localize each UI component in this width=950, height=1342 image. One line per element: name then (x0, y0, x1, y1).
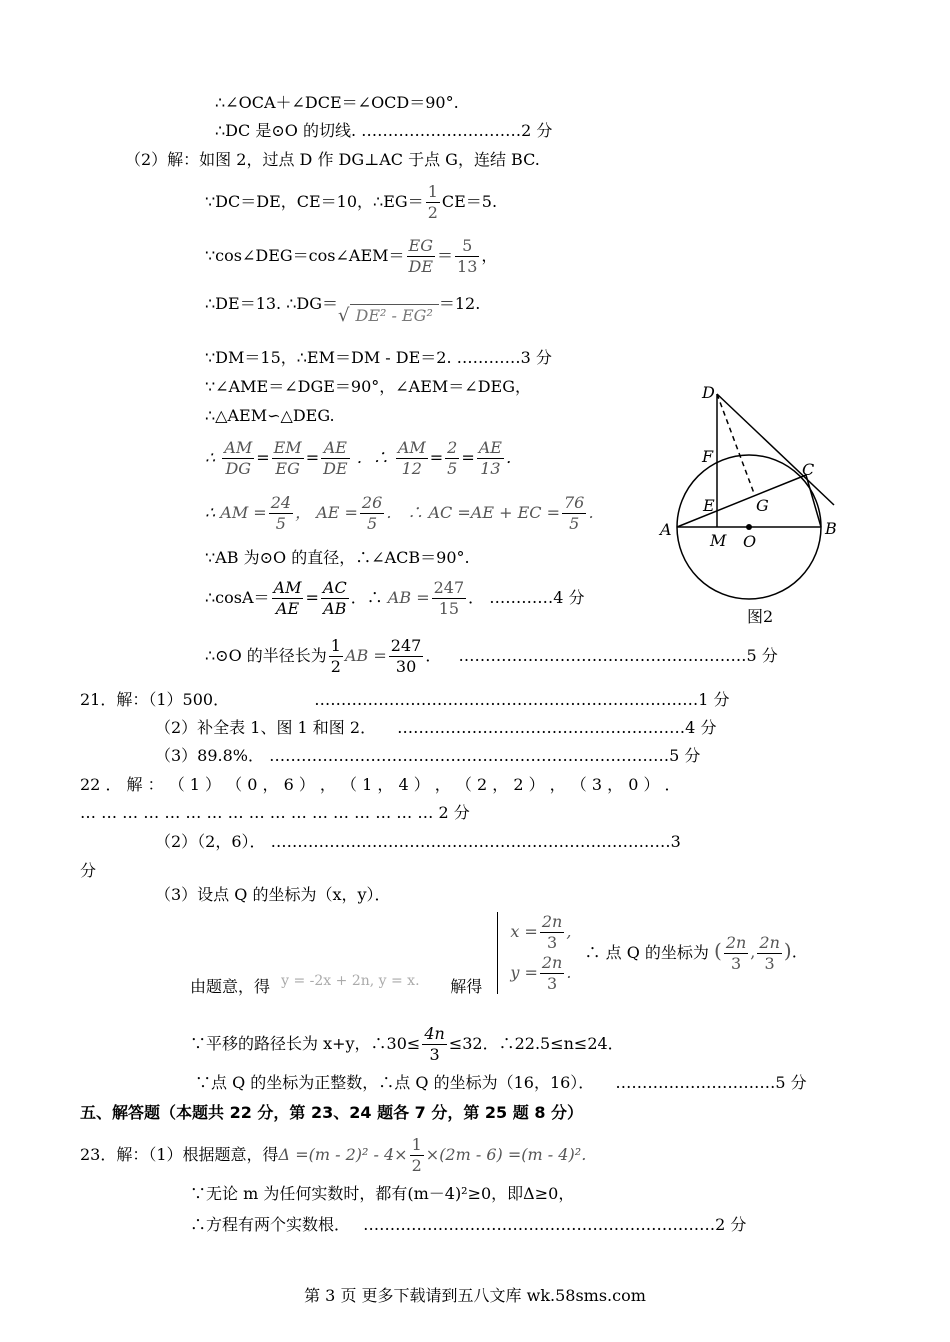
label-d: D (702, 383, 715, 402)
proof-line-10: ∴ $\frac{AM}{DG}$ = $\frac{EM}{EG}$ = $\frac{AE}{DE}$ ．∴ $\frac{AM}{12}$ = $\frac{2}{5}$ = $\frac{AE}{13}$ ． (205, 438, 522, 478)
label-f: F (702, 447, 714, 466)
q23-part1-reason: ∵无论 m 为任何实数时，都有(m－4)²≥0，即Δ≥0， (190, 1184, 575, 1203)
page-footer: 第 3 页 更多下载请到五八文库 wk.58sms.com (304, 1286, 646, 1305)
proof-line-7 (205, 347, 552, 369)
label-a: A (660, 520, 672, 539)
proof-line-1: ∴∠OCA＋∠DCE＝∠OCD＝90°. (215, 93, 459, 112)
frac-eg-de: $\frac{EG}{DE}$ (408, 236, 434, 276)
frac-2n-3-a: $\frac{2n}{3}$ (725, 932, 747, 973)
proof-line-3: （2）解：如图 2，过点 D 作 DG⊥AC 于点 G，连结 BC. (125, 150, 540, 169)
proof-line-4-b: CE＝5. (441, 192, 498, 211)
solution-system: x = $\frac{2n}{3}$ , y = $\frac{2n}{3}$ . (497, 912, 571, 994)
line-ac (677, 475, 806, 527)
line-cb (806, 475, 821, 527)
frac-247-15: $\frac{247}{15}$ (433, 578, 465, 618)
dashed-dg (717, 394, 755, 496)
frac-24-5: $\frac{24}{5}$ (270, 493, 292, 533)
comma: ， (481, 246, 498, 265)
score-3: …………3 分 (456, 348, 552, 367)
q22-part1-score: … … … … … … … … … … … … … … … … … 2 分 (80, 803, 470, 822)
frac-half: $\frac{1}{2}$ (427, 182, 438, 222)
frac-26-5: $\frac{26}{5}$ (361, 493, 383, 533)
figure-2 (650, 380, 850, 630)
frac-4n-3: $\frac{4n}{3}$ (424, 1024, 445, 1064)
proof-line-7-a: ∵DM＝15，∴EM＝DM - DE＝2. (205, 348, 452, 367)
q22-system-line: 由题意，得 y = -2x + 2n, y = x. 解得 x = $\frac{2n}{3}$ , y = $\frac{2n}{3}$ . ∴ 点 Q 的坐标为 ( $\frac{2n}{3}$ , $\frac{2n}{3}$ ). (190, 912, 797, 996)
figure-caption: 图2 (747, 607, 774, 626)
frac-em-eg: $\frac{EM}{EG}$ (273, 438, 302, 478)
score-5: ………………………………………………5 分 (458, 646, 778, 665)
frac-am-12: $\frac{AM}{12}$ (397, 438, 426, 478)
frac-2n-3-b: $\frac{2n}{3}$ (759, 932, 780, 973)
q21-part3: （3）89.8%． …………………………………………………………………5 分 (155, 746, 701, 765)
proof-line-2-text: ∴DC 是⊙O 的切线. (215, 121, 357, 140)
frac-am-ae: $\frac{AM}{AE}$ (273, 578, 302, 618)
eq-sign: ＝ (437, 246, 454, 265)
score-2: …………………………2 分 (361, 121, 553, 140)
label-e: E (703, 496, 715, 515)
frac-ae-13: $\frac{AE}{13}$ (478, 438, 502, 478)
section-5-heading: 五、解答题（本题共 22 分，第 23、24 题各 7 分，第 25 题 8 分） (80, 1103, 584, 1122)
label-g: G (756, 496, 769, 515)
proof-line-2 (215, 120, 552, 142)
q21-score1: ………………………………………………………………1 分 (314, 690, 730, 709)
frac-2-5: $\frac{2}{5}$ (447, 438, 458, 478)
sqrt-expr: DE² - EG² (350, 304, 439, 327)
proof-line-4 (205, 182, 497, 223)
proof-line-6-a: ∴DE＝13. ∴DG＝ (205, 294, 339, 313)
frac-247-30: $\frac{247}{30}$ (390, 636, 422, 676)
label-b: B (825, 519, 837, 538)
proof-line-14: ∴cosA＝ $\frac{AM}{AE}$ = $\frac{AC}{AB}$ ．∴ AB = $\frac{247}{15}$ ． …………4 分 (205, 578, 585, 618)
q21-part1: 21．解：（1）500． ………………………………………………………………1 分 (80, 690, 730, 709)
q21-score2: ………………………………………………4 分 (397, 718, 717, 737)
frac-ac-ab: $\frac{AC}{AB}$ (322, 578, 347, 618)
frac-am-dg: $\frac{AM}{DG}$ (224, 438, 253, 478)
label-m: M (710, 531, 727, 550)
q22-part3: （3）设点 Q 的坐标为（x，y）． (155, 885, 391, 904)
q23-score2: …………………………………………………………2 分 (363, 1215, 747, 1234)
proof-line-4-a: ∵DC＝DE，CE＝10，∴EG＝ (205, 192, 424, 211)
q22-score2: …………………………………………………………………3 (270, 832, 681, 851)
q23-part1: 23．解：（1）根据题意，得Δ =(m - 2)² - 4× $\frac{1}{2}$ ×(2m - 6) =(m - 4)²． (80, 1135, 598, 1175)
proof-line-6: ∴DE＝13. ∴DG＝√ DE² - EG²＝12. (205, 294, 481, 326)
tangent-line (717, 394, 834, 505)
q22-part2-score-unit: 分 (80, 861, 97, 880)
label-c: C (802, 460, 815, 479)
proof-line-6-b: ＝12. (438, 294, 481, 313)
frac-ae-de: $\frac{AE}{DE}$ (323, 438, 348, 478)
q22-path-line: ∵平移的路径长为 x+y，∴30≤ $\frac{4n}{3}$ ≤32．∴22.5≤n≤24． (190, 1024, 624, 1064)
q22-final: ∵点 Q 的坐标为正整数，∴点 Q 的坐标为（16，16）． …………………………5 分 (195, 1073, 807, 1092)
q23-part1-conclusion: ∴方程有两个实数根． …………………………………………………………2 分 (190, 1215, 747, 1234)
proof-line-15: ∴⊙O 的半径长为 $\frac{1}{2}$ AB = $\frac{247}{30}$ ． ………………………………………………5 分 (205, 636, 778, 676)
proof-line-5-a: ∵cos∠DEG＝cos∠AEM＝ (205, 246, 405, 265)
q21-score3: …………………………………………………………………5 分 (269, 746, 701, 765)
q22-part1: 22 ． 解 ： （ 1 ） （ 0 ， 6 ） ， （ 1 ， 4 ） ， （ 2 ， 2 ） ， （ 3 ， 0 ） ． (80, 775, 681, 794)
proof-line-8: ∵∠AME＝∠DGE＝90°，∠AEM＝∠DEG， (205, 377, 531, 396)
proof-line-5 (205, 236, 497, 277)
score-4: …………4 分 (489, 588, 585, 607)
frac-76-5: $\frac{76}{5}$ (564, 493, 585, 533)
proof-line-11: ∴ AM = $\frac{24}{5}$ ， AE = $\frac{26}{5}$ ． ∴ AC =AE + EC = $\frac{76}{5}$ ． (205, 493, 605, 533)
q21-part2: （2）补全表 1、图 1 和图 2． ………………………………………………4 分 (155, 718, 717, 737)
given-system: y = -2x + 2n, y = x. (281, 972, 420, 989)
q22-part2: （2）（2，6）． …………………………………………………………………3 (155, 832, 681, 851)
frac-half-3: $\frac{1}{2}$ (411, 1135, 422, 1175)
proof-line-9: ∴△AEM∽△DEG. (205, 406, 335, 425)
center-point (746, 524, 752, 530)
frac-half-2: $\frac{1}{2}$ (330, 636, 341, 676)
proof-line-13: ∵AB 为⊙O 的直径，∴∠ACB＝90°. (205, 548, 470, 567)
q22-score5: …………………………5 分 (615, 1073, 807, 1092)
frac-5-13: $\frac{5}{13}$ (457, 236, 478, 276)
label-o: O (743, 532, 757, 551)
